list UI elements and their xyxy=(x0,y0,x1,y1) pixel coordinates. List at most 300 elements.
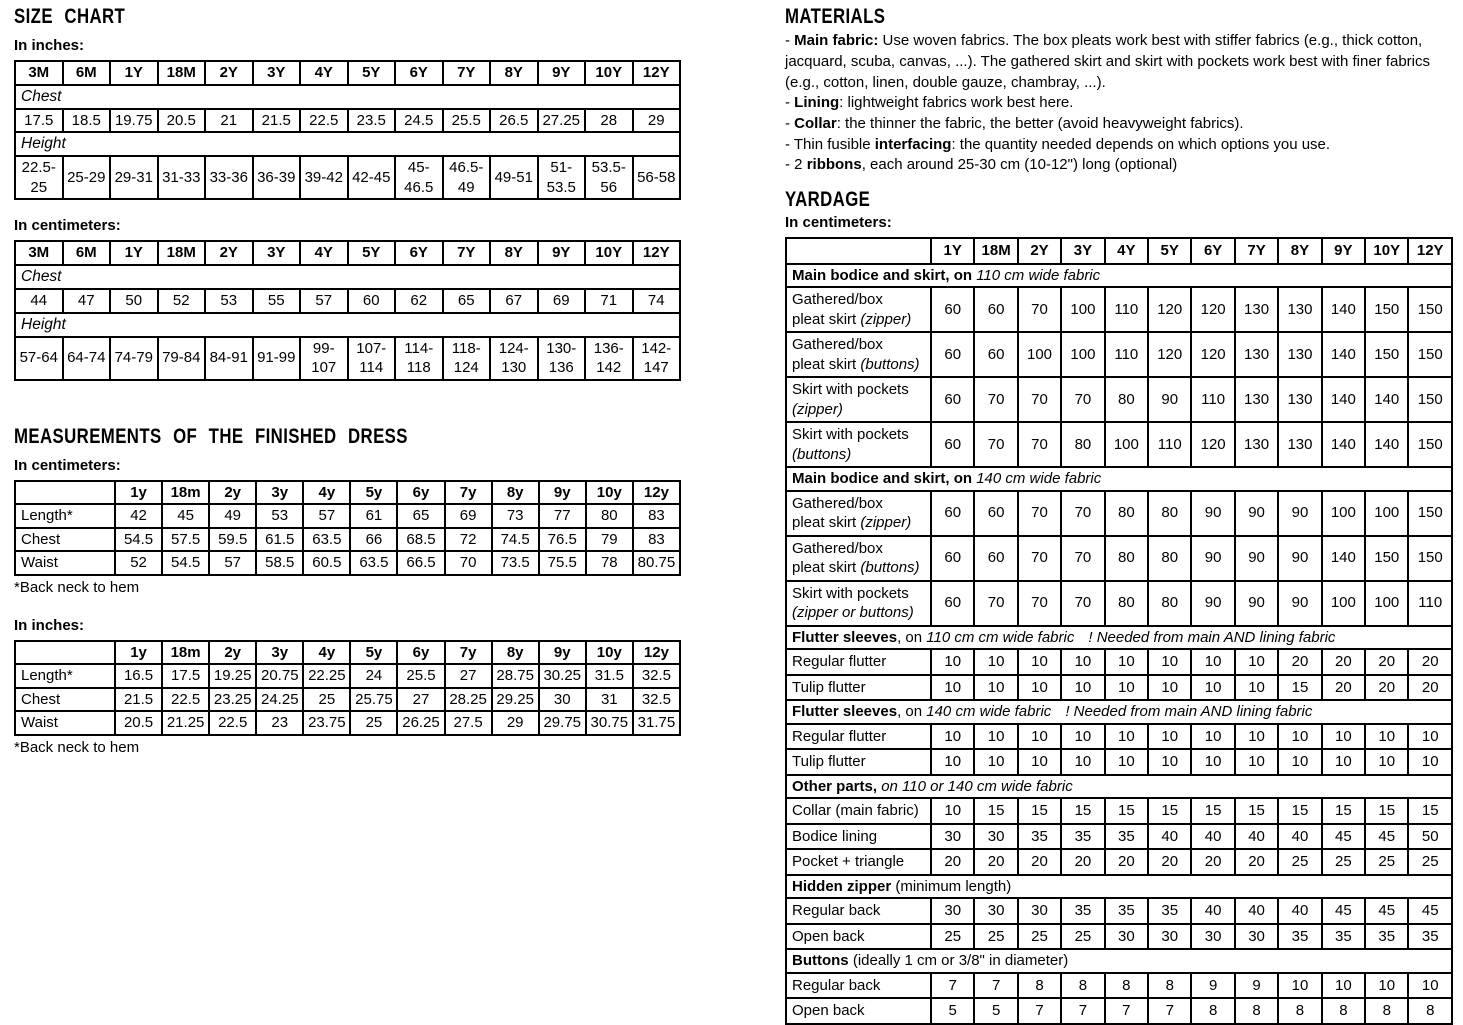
materials-item xyxy=(785,114,1453,135)
size-column-header: 3M xyxy=(15,241,63,265)
value-cell: 54.5 xyxy=(115,528,162,552)
value-cell: 20 xyxy=(1061,849,1104,875)
materials-list xyxy=(785,31,1453,176)
value-cell: 35 xyxy=(1105,898,1148,924)
text-segment: on 110 or 140 cm wide fabric xyxy=(877,777,1073,795)
text-segment: - xyxy=(785,114,795,132)
value-cell: 136-142 xyxy=(585,337,633,380)
value-cell: 80 xyxy=(1105,377,1148,422)
value-cell: 69 xyxy=(538,289,586,313)
value-cell: 70 xyxy=(1061,536,1104,581)
text-segment: Open back xyxy=(792,1002,865,1020)
value-cell: 66.5 xyxy=(397,551,444,575)
value-cell: 150 xyxy=(1408,491,1452,536)
value-cell: 84-91 xyxy=(205,337,253,380)
value-cell: 10 xyxy=(1322,973,1365,999)
value-cell: 70 xyxy=(1018,422,1061,467)
value-cell: 25 xyxy=(1365,849,1408,875)
table-row xyxy=(786,287,1452,332)
finished-dress-inches-label: In inches: xyxy=(14,616,85,634)
text-segment: - Thin fusible xyxy=(785,135,875,153)
value-cell: 28 xyxy=(585,109,633,133)
value-cell: 10 xyxy=(931,749,974,775)
value-cell: 35 xyxy=(1061,898,1104,924)
value-cell: 79-84 xyxy=(158,337,206,380)
value-cell: 142-147 xyxy=(633,337,681,380)
row-label: Chest xyxy=(15,85,680,109)
value-cell: 29 xyxy=(492,711,539,735)
value-cell: 30 xyxy=(974,898,1017,924)
row-label xyxy=(786,581,931,626)
value-cell: 10 xyxy=(1105,675,1148,701)
value-cell: 23.5 xyxy=(348,109,396,133)
size-chart-cm-table xyxy=(14,240,681,380)
size-column-header: 18M xyxy=(974,238,1017,264)
value-cell: 10 xyxy=(1191,749,1234,775)
value-cell: 40 xyxy=(1148,824,1191,850)
value-cell: 76.5 xyxy=(539,528,586,552)
size-chart-inches-label: In inches: xyxy=(14,37,85,55)
value-cell: 35 xyxy=(1105,824,1148,850)
value-cell: 27.25 xyxy=(538,109,586,133)
size-column-header: 3Y xyxy=(1061,238,1104,264)
value-cell: 10 xyxy=(1235,649,1278,675)
value-cell: 15 xyxy=(1365,798,1408,824)
value-cell: 118-124 xyxy=(443,337,491,380)
value-cell: 30 xyxy=(1018,898,1061,924)
size-column-header: 12y xyxy=(633,481,680,505)
value-cell: 7 xyxy=(1061,998,1104,1024)
value-cell: 130 xyxy=(1235,377,1278,422)
value-cell: 23.75 xyxy=(303,711,350,735)
text-segment: Regular back xyxy=(792,902,881,920)
value-cell: 8 xyxy=(1408,998,1452,1024)
table-row xyxy=(786,824,1452,850)
text-segment: 110 cm cm wide fabric xyxy=(926,628,1075,646)
value-cell: 66 xyxy=(350,528,397,552)
value-cell: 10 xyxy=(931,675,974,701)
value-cell: 10 xyxy=(1061,649,1104,675)
value-cell: 31.5 xyxy=(586,664,633,688)
value-cell: 35 xyxy=(1278,924,1321,950)
value-cell: 90 xyxy=(1235,536,1278,581)
value-cell: 56-58 xyxy=(633,156,681,199)
value-cell: 120 xyxy=(1191,287,1234,332)
value-cell: 150 xyxy=(1365,536,1408,581)
value-cell: 60 xyxy=(974,332,1017,377)
value-cell: 62 xyxy=(395,289,443,313)
value-cell: 25 xyxy=(303,688,350,712)
section-header-row xyxy=(786,700,1452,724)
size-column-header: 6y xyxy=(397,481,444,505)
value-cell: 15 xyxy=(974,798,1017,824)
value-cell: 25 xyxy=(1322,849,1365,875)
text-segment: ! Needed from main AND lining fabric xyxy=(1088,628,1336,646)
value-cell: 99-107 xyxy=(300,337,348,380)
value-cell: 23 xyxy=(256,711,303,735)
value-cell: 63.5 xyxy=(303,528,350,552)
value-cell: 10 xyxy=(1148,749,1191,775)
value-cell: 10 xyxy=(1278,724,1321,750)
text-segment: , on xyxy=(897,628,927,646)
finished-dress-inches-table xyxy=(14,640,681,736)
value-cell: 90 xyxy=(1191,536,1234,581)
value-cell: 10 xyxy=(1278,973,1321,999)
value-cell: 40 xyxy=(1235,824,1278,850)
value-cell: 60 xyxy=(931,536,974,581)
value-cell: 130 xyxy=(1235,332,1278,377)
value-cell: 80 xyxy=(1061,422,1104,467)
row-label xyxy=(786,898,931,924)
row-label xyxy=(786,536,931,581)
value-cell: 7 xyxy=(1148,998,1191,1024)
row-label xyxy=(786,332,931,377)
materials-item xyxy=(785,31,1453,93)
value-cell: 51-53.5 xyxy=(538,156,586,199)
size-column-header: 1Y xyxy=(110,241,158,265)
value-cell: 130 xyxy=(1278,422,1321,467)
value-cell: 21.5 xyxy=(115,688,162,712)
value-cell: 25 xyxy=(350,711,397,735)
value-cell: 31.75 xyxy=(633,711,680,735)
value-cell: 10 xyxy=(1061,724,1104,750)
value-cell: 80.75 xyxy=(633,551,680,575)
value-cell: 30.75 xyxy=(586,711,633,735)
value-cell: 35 xyxy=(1365,924,1408,950)
text-segment: Hidden zipper xyxy=(792,877,892,895)
text-segment: - 2 xyxy=(785,156,807,174)
table-row xyxy=(786,724,1452,750)
value-cell: 90 xyxy=(1191,491,1234,536)
row-label: Height xyxy=(15,313,680,337)
value-cell: 25.5 xyxy=(443,109,491,133)
value-cell: 130 xyxy=(1278,287,1321,332)
text-segment: (buttons) xyxy=(860,559,920,577)
value-cell: 77 xyxy=(539,504,586,528)
size-column-header: 8Y xyxy=(490,241,538,265)
value-cell: 100 xyxy=(1365,491,1408,536)
value-cell: 68.5 xyxy=(397,528,444,552)
value-cell: 21.25 xyxy=(162,711,209,735)
materials-title: MATERIALS xyxy=(785,5,886,28)
table-row xyxy=(786,491,1452,536)
value-cell: 10 xyxy=(1408,973,1452,999)
table-row xyxy=(786,798,1452,824)
value-cell: 15 xyxy=(1322,798,1365,824)
value-cell: 29 xyxy=(633,109,681,133)
text-segment: Regular back xyxy=(792,976,881,994)
size-column-header: 3y xyxy=(256,481,303,505)
text-segment: Flutter sleeves xyxy=(792,628,898,646)
text-segment: (buttons) xyxy=(792,445,852,463)
text-segment: pleat skirt xyxy=(792,310,861,328)
value-cell: 10 xyxy=(1235,724,1278,750)
section-header xyxy=(786,264,1452,288)
value-cell: 20 xyxy=(1105,849,1148,875)
value-cell: 78 xyxy=(586,551,633,575)
table-header-row xyxy=(15,241,680,265)
value-cell: 40 xyxy=(1235,898,1278,924)
value-cell: 140 xyxy=(1322,377,1365,422)
value-cell: 40 xyxy=(1278,898,1321,924)
table-header-row xyxy=(786,238,1452,264)
size-column-header: 9Y xyxy=(1322,238,1365,264)
value-cell: 90 xyxy=(1148,377,1191,422)
value-cell: 10 xyxy=(1278,749,1321,775)
value-cell: 57 xyxy=(209,551,256,575)
text-segment: : the quantity needed depends on which options you use. xyxy=(951,135,1331,153)
size-column-header: 1Y xyxy=(110,61,158,85)
value-cell: 45-46.5 xyxy=(395,156,443,199)
value-cell: 25-29 xyxy=(63,156,111,199)
value-cell: 15 xyxy=(1061,798,1104,824)
value-cell: 140 xyxy=(1322,422,1365,467)
value-cell: 10 xyxy=(1018,675,1061,701)
size-column-header: 12Y xyxy=(633,61,681,85)
value-cell: 70 xyxy=(1018,491,1061,536)
row-label xyxy=(786,824,931,850)
row-label: Waist xyxy=(15,551,115,575)
value-cell: 150 xyxy=(1408,332,1452,377)
text-segment: Skirt with pockets xyxy=(792,381,909,399)
table-row xyxy=(786,581,1452,626)
value-cell: 40 xyxy=(1191,898,1234,924)
row-label xyxy=(786,798,931,824)
text-segment: Tulip flutter xyxy=(792,678,866,696)
value-cell: 130 xyxy=(1278,377,1321,422)
value-cell: 8 xyxy=(1191,998,1234,1024)
value-cell: 61 xyxy=(350,504,397,528)
value-cell: 120 xyxy=(1148,332,1191,377)
value-cell: 30 xyxy=(931,898,974,924)
value-cell: 100 xyxy=(1365,581,1408,626)
table-row xyxy=(15,688,680,712)
row-label xyxy=(786,998,931,1024)
value-cell: 30 xyxy=(974,824,1017,850)
text-segment: Regular flutter xyxy=(792,653,887,671)
table-row xyxy=(786,898,1452,924)
value-cell: 15 xyxy=(1105,798,1148,824)
value-cell: 24.5 xyxy=(395,109,443,133)
text-segment: (buttons) xyxy=(860,355,920,373)
value-cell: 21 xyxy=(205,109,253,133)
value-cell: 130-136 xyxy=(538,337,586,380)
table-row xyxy=(786,377,1452,422)
value-cell: 10 xyxy=(1105,724,1148,750)
value-cell: 100 xyxy=(1018,332,1061,377)
value-cell: 10 xyxy=(1235,749,1278,775)
value-cell: 52 xyxy=(158,289,206,313)
text-segment: 110 cm wide fabric xyxy=(976,266,1101,284)
text-segment: Gathered/box xyxy=(792,336,883,354)
text-segment: Use woven fabrics. The box pleats work best with stiffer fabrics (e.g., thick cotton, jacquard, scuba, canvas, ...). The gathered skirt and skirt with pockets work best with finer fabrics (e.g., cotton, linen, double gauze, chambray, ...). xyxy=(785,32,1431,91)
table-row xyxy=(786,973,1452,999)
value-cell: 27 xyxy=(445,664,492,688)
value-cell: 20.75 xyxy=(256,664,303,688)
text-segment: Other parts, xyxy=(792,777,878,795)
value-cell: 25 xyxy=(931,924,974,950)
text-segment: (ideally 1 cm or 3/8" in diameter) xyxy=(848,952,1069,970)
value-cell: 29.75 xyxy=(539,711,586,735)
row-label xyxy=(786,675,931,701)
value-cell: 110 xyxy=(1148,422,1191,467)
value-cell: 20 xyxy=(931,849,974,875)
value-cell: 25.5 xyxy=(397,664,444,688)
text-segment: Main fabric: xyxy=(794,32,879,50)
text-segment: Main bodice and skirt, on xyxy=(792,266,977,284)
value-cell: 140 xyxy=(1322,332,1365,377)
value-cell: 120 xyxy=(1148,287,1191,332)
value-cell: 10 xyxy=(1191,675,1234,701)
value-cell: 30 xyxy=(539,688,586,712)
text-segment: Bodice lining xyxy=(792,827,878,845)
text-segment: Tulip flutter xyxy=(792,753,866,771)
value-cell: 70 xyxy=(1018,536,1061,581)
text-segment: Collar xyxy=(794,114,837,132)
table-row xyxy=(786,849,1452,875)
size-column-header: 8y xyxy=(492,481,539,505)
size-column-header: 5y xyxy=(350,641,397,665)
value-cell: 20 xyxy=(1408,649,1452,675)
value-cell: 10 xyxy=(1148,675,1191,701)
size-column-header: 1Y xyxy=(931,238,974,264)
value-cell: 90 xyxy=(1278,581,1321,626)
value-cell: 33-36 xyxy=(205,156,253,199)
value-cell: 74 xyxy=(633,289,681,313)
table-row xyxy=(786,332,1452,377)
value-cell: 15 xyxy=(1148,798,1191,824)
value-cell: 110 xyxy=(1105,332,1148,377)
value-cell: 18.5 xyxy=(63,109,111,133)
value-cell: 53.5-56 xyxy=(585,156,633,199)
table-row xyxy=(786,998,1452,1024)
value-cell: 57-64 xyxy=(15,337,63,380)
value-cell: 21.5 xyxy=(253,109,301,133)
value-cell: 10 xyxy=(1148,649,1191,675)
value-cell: 130 xyxy=(1235,422,1278,467)
text-segment: 140 cm wide fabric xyxy=(976,470,1102,488)
section-header-row xyxy=(786,467,1452,491)
size-column-header: 18m xyxy=(162,481,209,505)
value-cell: 10 xyxy=(974,724,1017,750)
size-column-header: 12Y xyxy=(1408,238,1452,264)
size-column-header: 7Y xyxy=(1235,238,1278,264)
value-cell: 100 xyxy=(1105,422,1148,467)
value-cell: 30 xyxy=(1235,924,1278,950)
value-cell: 150 xyxy=(1408,536,1452,581)
value-cell: 10 xyxy=(974,749,1017,775)
value-cell: 49 xyxy=(209,504,256,528)
yardage-cm-label: In centimeters: xyxy=(785,214,892,232)
text-segment: Collar (main fabric) xyxy=(792,802,919,820)
value-cell: 63.5 xyxy=(350,551,397,575)
value-cell: 57 xyxy=(300,289,348,313)
size-column-header: 2y xyxy=(209,641,256,665)
table-row xyxy=(15,109,680,133)
value-cell: 57 xyxy=(303,504,350,528)
value-cell: 28.25 xyxy=(445,688,492,712)
table-row xyxy=(786,675,1452,701)
value-cell: 110 xyxy=(1408,581,1452,626)
section-header xyxy=(786,949,1452,973)
value-cell: 10 xyxy=(1191,724,1234,750)
value-cell: 80 xyxy=(1148,536,1191,581)
size-column-header: 10y xyxy=(586,481,633,505)
text-segment: (zipper or buttons) xyxy=(792,604,914,622)
value-cell: 59.5 xyxy=(209,528,256,552)
value-cell: 10 xyxy=(1105,749,1148,775)
text-segment: Lining xyxy=(794,94,840,112)
size-column-header: 5Y xyxy=(348,61,396,85)
size-column-header: 10y xyxy=(586,641,633,665)
value-cell: 70 xyxy=(1061,581,1104,626)
value-cell: 5 xyxy=(974,998,1017,1024)
text-segment: 140 cm wide fabric xyxy=(926,703,1052,721)
value-cell: 80 xyxy=(1105,581,1148,626)
value-cell: 64-74 xyxy=(63,337,111,380)
row-label: Height xyxy=(15,132,680,156)
row-label: Chest xyxy=(15,688,115,712)
table-row xyxy=(15,156,680,199)
value-cell: 70 xyxy=(1018,377,1061,422)
value-cell: 65 xyxy=(443,289,491,313)
value-cell: 74-79 xyxy=(110,337,158,380)
value-cell: 26.5 xyxy=(490,109,538,133)
text-segment: Skirt with pockets xyxy=(792,584,909,602)
materials-item xyxy=(785,93,1453,114)
value-cell: 10 xyxy=(1105,649,1148,675)
section-header xyxy=(786,875,1452,899)
value-cell: 35 xyxy=(1322,924,1365,950)
size-column-header: 4y xyxy=(303,481,350,505)
finished-dress-inches-footnote: *Back neck to hem xyxy=(14,738,140,756)
size-column-header: 3Y xyxy=(253,241,301,265)
value-cell: 44 xyxy=(15,289,63,313)
value-cell: 24 xyxy=(350,664,397,688)
size-column-header: 1y xyxy=(115,481,162,505)
value-cell: 150 xyxy=(1408,287,1452,332)
text-segment: - xyxy=(785,94,795,112)
size-column-header: 5y xyxy=(350,481,397,505)
size-column-header: 18M xyxy=(158,61,206,85)
value-cell: 53 xyxy=(256,504,303,528)
value-cell: 100 xyxy=(1322,581,1365,626)
table-row xyxy=(786,649,1452,675)
value-cell: 20 xyxy=(1322,675,1365,701)
value-cell: 25 xyxy=(1061,924,1104,950)
value-cell: 140 xyxy=(1365,377,1408,422)
value-cell: 8 xyxy=(1061,973,1104,999)
value-cell: 25 xyxy=(1408,849,1452,875)
value-cell: 90 xyxy=(1235,491,1278,536)
value-cell: 10 xyxy=(1018,749,1061,775)
size-column-header: 10Y xyxy=(585,241,633,265)
value-cell: 60 xyxy=(348,289,396,313)
blank-header-cell xyxy=(15,641,115,665)
value-cell: 70 xyxy=(1061,491,1104,536)
value-cell: 70 xyxy=(1018,581,1061,626)
value-cell: 10 xyxy=(1365,749,1408,775)
value-cell: 25 xyxy=(974,924,1017,950)
value-cell: 60 xyxy=(931,287,974,332)
value-cell: 73 xyxy=(492,504,539,528)
value-cell: 60 xyxy=(931,491,974,536)
size-column-header: 9y xyxy=(539,641,586,665)
value-cell: 60 xyxy=(974,491,1017,536)
value-cell: 8 xyxy=(1105,973,1148,999)
value-cell: 10 xyxy=(1408,724,1452,750)
value-cell: 25 xyxy=(1278,849,1321,875)
